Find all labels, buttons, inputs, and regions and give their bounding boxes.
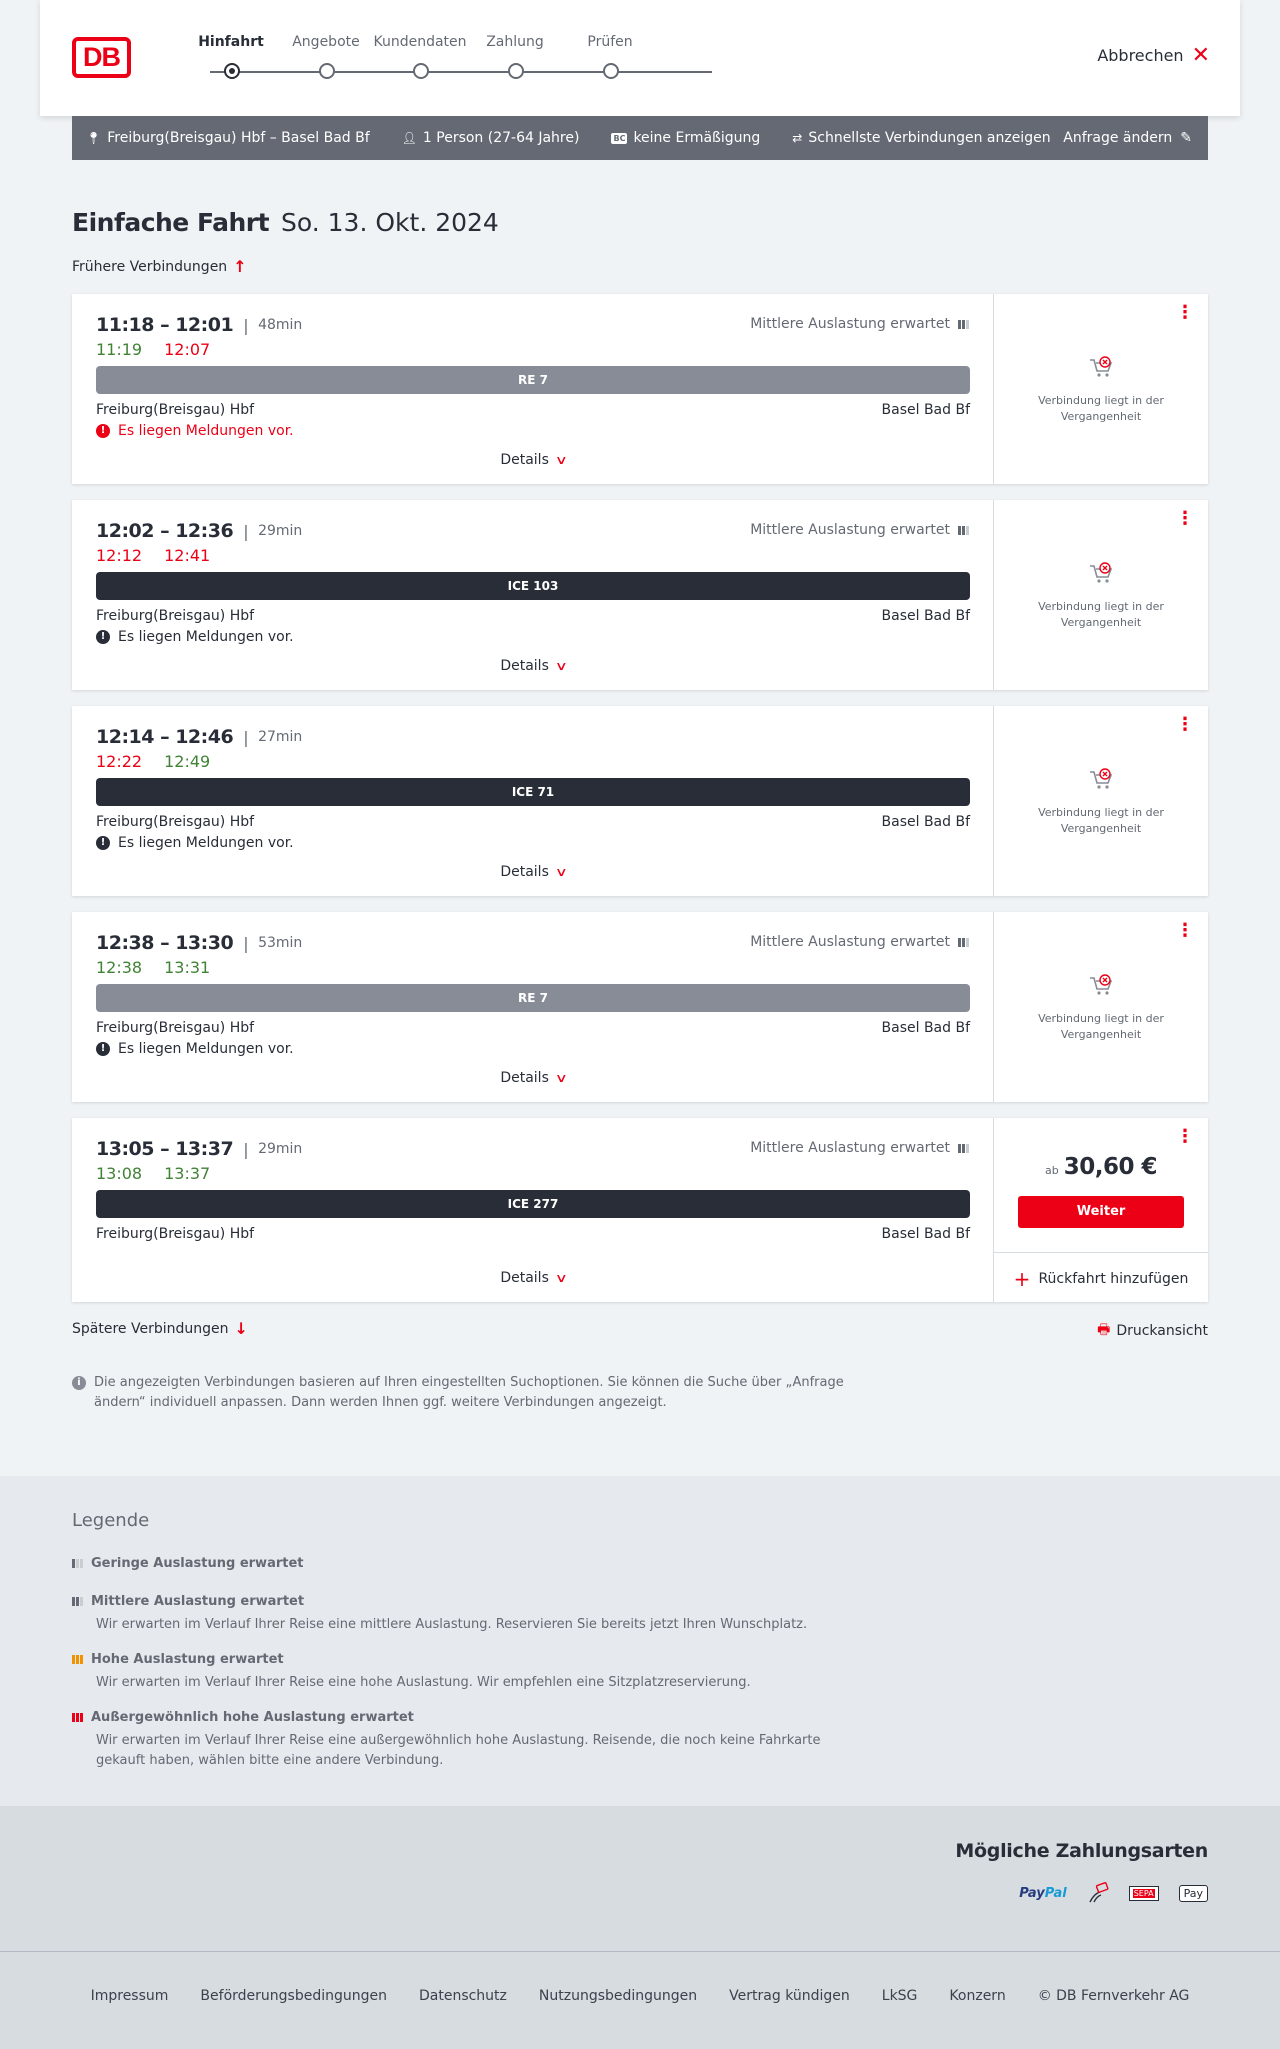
- realtime-times: [96, 958, 210, 977]
- logo-text: DB: [83, 42, 120, 72]
- occupancy-text: Mittlere Auslastung erwartet: [750, 522, 950, 538]
- more-options-icon[interactable]: ⋮: [1176, 1126, 1194, 1147]
- page-title: [72, 208, 499, 237]
- duration: 29min: [258, 523, 303, 539]
- progress-steps: [170, 0, 690, 116]
- footer-link-konzern[interactable]: Konzern: [949, 1988, 1006, 2004]
- edit-request-button[interactable]: [1063, 130, 1192, 146]
- destination-station: Basel Bad Bf: [881, 608, 970, 624]
- origin-station: Freiburg(Breisgau) Hbf: [96, 814, 255, 830]
- fastest-toggle[interactable]: [792, 130, 1050, 146]
- realtime-departure: 12:12: [96, 546, 143, 565]
- notice-text: Es liegen Meldungen vor.: [118, 835, 294, 851]
- sepa-label: SEPA: [1133, 1888, 1154, 1898]
- notice: [96, 835, 294, 851]
- duration: 27min: [258, 729, 303, 745]
- occupancy-high-icon: [72, 1655, 83, 1664]
- pencil-icon: ✎: [1180, 130, 1192, 146]
- legend-item-extreme: [72, 1710, 852, 1771]
- print-view-link[interactable]: [1097, 1319, 1208, 1343]
- realtime-arrival: 12:49: [164, 752, 211, 771]
- past-notice: [994, 972, 1208, 1043]
- occupancy-info: [750, 934, 969, 950]
- trip-type: Einfache Fahrt: [72, 208, 270, 237]
- past-text: Verbindung liegt in der Vergangenheit: [1038, 600, 1164, 629]
- step-dot: [413, 63, 429, 79]
- more-options-icon[interactable]: ⋮: [1176, 508, 1194, 529]
- apple-pay-icon: [1179, 1885, 1208, 1902]
- step-dot: [224, 63, 240, 79]
- connection-info: [72, 912, 994, 1102]
- offer-panel: [994, 1118, 1208, 1302]
- more-options-icon[interactable]: ⋮: [1176, 920, 1194, 941]
- payment-icons: [1019, 1882, 1208, 1904]
- realtime-departure: 12:22: [96, 752, 143, 771]
- more-options-icon[interactable]: ⋮: [1176, 302, 1194, 323]
- sepa-icon: [1129, 1886, 1159, 1901]
- header: [40, 0, 1240, 116]
- step-label: Hinfahrt: [198, 34, 264, 50]
- more-options-icon[interactable]: ⋮: [1176, 714, 1194, 735]
- step-dot: [603, 63, 619, 79]
- legend-item-high: [72, 1652, 751, 1693]
- discount-summary: [611, 130, 760, 146]
- schedule-times: 11:18 – 12:01: [96, 314, 234, 336]
- details-toggle[interactable]: [72, 452, 994, 468]
- stations: [96, 1020, 970, 1036]
- origin-station: Freiburg(Breisgau) Hbf: [96, 402, 255, 418]
- trip-date: So. 13. Okt. 2024: [281, 208, 499, 237]
- details-toggle[interactable]: [72, 658, 994, 674]
- realtime-departure: 12:38: [96, 958, 143, 977]
- train-bar[interactable]: ICE 277: [96, 1190, 970, 1218]
- separator: |: [243, 521, 249, 541]
- footer-links: [0, 1988, 1280, 2004]
- legend-item-title: Geringe Auslastung erwartet: [91, 1556, 304, 1571]
- schedule-times: 12:14 – 12:46: [96, 726, 234, 748]
- chevron-down-icon: ∨: [554, 865, 568, 879]
- legend-item-title: Hohe Auslastung erwartet: [91, 1652, 284, 1667]
- realtime-arrival: 13:37: [164, 1164, 211, 1183]
- realtime-arrival: 12:07: [164, 340, 211, 359]
- print-label: Druckansicht: [1116, 1323, 1208, 1339]
- occupancy-low-icon: [72, 1559, 83, 1568]
- connection-card: [72, 294, 1208, 484]
- realtime-times: [96, 340, 210, 359]
- legend-title: Legende: [72, 1510, 150, 1531]
- cancel-label: Abbrechen: [1097, 46, 1184, 65]
- offer-panel: [994, 912, 1208, 1102]
- legend-item-desc: Wir erwarten im Verlauf Ihrer Reise eine mittlere Auslastung. Reservieren Sie bereits jetzt Ihren Wunschplatz.: [96, 1617, 808, 1632]
- price-prefix: ab: [1044, 1164, 1059, 1177]
- details-toggle[interactable]: [72, 1070, 994, 1086]
- alert-icon: !: [96, 836, 110, 850]
- train-bar[interactable]: RE 7: [96, 366, 970, 394]
- price: [994, 1154, 1208, 1180]
- connection-card: [72, 1118, 1208, 1302]
- occupancy-info: [750, 1140, 969, 1156]
- cart-disabled-icon: [1088, 766, 1114, 792]
- chevron-down-icon: ∨: [554, 659, 568, 673]
- stations: [96, 608, 970, 624]
- payment-title: Mögliche Zahlungsarten: [955, 1840, 1208, 1862]
- connection-info: [72, 1118, 994, 1302]
- notice-text: Es liegen Meldungen vor.: [118, 423, 294, 439]
- earlier-connections-link[interactable]: [72, 257, 247, 276]
- separator: |: [243, 1139, 249, 1159]
- close-icon: ✕: [1191, 42, 1210, 68]
- stations: [96, 1226, 970, 1242]
- train-bar[interactable]: ICE 71: [96, 778, 970, 806]
- fastest-text: Schnellste Verbindungen anzeigen: [808, 130, 1051, 146]
- connection-card: [72, 706, 1208, 896]
- connection-card: [72, 912, 1208, 1102]
- footer-link-befoerderungsbedingungen[interactable]: Beförderungsbedingungen: [200, 1988, 387, 2004]
- location-pin-icon: 📍︎: [86, 131, 102, 145]
- chevron-down-icon: ∨: [554, 1071, 568, 1085]
- details-label: Details: [500, 452, 549, 468]
- cart-disabled-icon: [1088, 560, 1114, 586]
- past-notice: [994, 560, 1208, 631]
- footer-link-nutzungsbedingungen[interactable]: Nutzungsbedingungen: [538, 1988, 698, 2004]
- footer-link-datenschutz[interactable]: Datenschutz: [418, 1988, 507, 2004]
- details-label: Details: [500, 658, 549, 674]
- step-dot: [319, 63, 335, 79]
- persons-summary: [402, 130, 580, 146]
- occupancy-text: Mittlere Auslastung erwartet: [750, 934, 950, 950]
- schedule-times: 12:02 – 12:36: [96, 520, 234, 542]
- alert-icon: !: [96, 1042, 110, 1056]
- earlier-label: Frühere Verbindungen: [72, 258, 228, 275]
- info-icon: i: [72, 1376, 86, 1390]
- past-notice: [994, 766, 1208, 837]
- notice: [96, 629, 294, 645]
- footer-link-lksg[interactable]: LkSG: [881, 1988, 918, 2004]
- train-bar[interactable]: ICE 103: [96, 572, 970, 600]
- chevron-down-icon: ∨: [554, 1271, 568, 1285]
- occupancy-text: Mittlere Auslastung erwartet: [750, 316, 950, 332]
- realtime-times: [96, 752, 210, 771]
- legend-section: [0, 1476, 1280, 1806]
- occupancy-medium-icon: [958, 526, 969, 535]
- step-label: Prüfen: [587, 34, 633, 50]
- arrow-up-icon: ↑: [233, 257, 247, 276]
- swap-arrows-icon: ⇄: [792, 131, 803, 145]
- bahncard-icon: BC: [613, 133, 626, 143]
- edit-label: Anfrage ändern: [1063, 130, 1173, 146]
- route-summary: [86, 130, 370, 146]
- legend-item-title: Außergewöhnlich hohe Auslastung erwartet: [91, 1710, 414, 1725]
- separator: |: [243, 933, 249, 953]
- connection-times: [96, 932, 302, 954]
- details-toggle[interactable]: [72, 864, 994, 880]
- step-label: Kundendaten: [373, 34, 467, 50]
- connection-times: [96, 314, 302, 336]
- paypal-pal: Pal: [1044, 1885, 1067, 1901]
- past-text: Verbindung liegt in der Vergangenheit: [1038, 1012, 1164, 1041]
- details-label: Details: [500, 1070, 549, 1086]
- connection-times: [96, 520, 302, 542]
- legend-item-low: [72, 1556, 304, 1571]
- duration: 53min: [258, 935, 303, 951]
- apple-pay-label: Pay: [1183, 1886, 1203, 1900]
- offer-panel: [994, 500, 1208, 690]
- printer-icon: 🖶︎: [1097, 1322, 1111, 1338]
- offer-panel: [994, 706, 1208, 896]
- chevron-down-icon: ∨: [554, 453, 568, 467]
- stations: [96, 814, 970, 830]
- realtime-arrival: 13:31: [164, 958, 211, 977]
- schedule-times: 12:38 – 13:30: [96, 932, 234, 954]
- past-text: Verbindung liegt in der Vergangenheit: [1038, 806, 1164, 835]
- alert-icon: !: [96, 630, 110, 644]
- origin-station: Freiburg(Breisgau) Hbf: [96, 1226, 255, 1242]
- search-info-note: [72, 1373, 852, 1413]
- details-label: Details: [500, 1270, 549, 1286]
- connection-times: [96, 1138, 302, 1160]
- paypal-pay: Pay: [1019, 1885, 1045, 1901]
- notice: [96, 423, 294, 439]
- details-toggle[interactable]: [72, 1270, 994, 1286]
- later-label: Spätere Verbindungen: [72, 1320, 229, 1337]
- separator: |: [243, 315, 249, 335]
- realtime-departure: 11:19: [96, 340, 143, 359]
- add-return-button[interactable]: [994, 1252, 1208, 1304]
- persons-text: 1 Person (27-64 Jahre): [422, 130, 580, 146]
- price-value: 30,60 €: [1063, 1154, 1158, 1180]
- cart-disabled-icon: [1088, 972, 1114, 998]
- duration: 29min: [258, 1141, 303, 1157]
- connection-card: [72, 500, 1208, 690]
- step-label: Angebote: [292, 34, 360, 50]
- realtime-departure: 13:08: [96, 1164, 143, 1183]
- occupancy-medium-icon: [958, 1144, 969, 1153]
- destination-station: Basel Bad Bf: [881, 1226, 970, 1242]
- later-connections-link[interactable]: [72, 1319, 248, 1338]
- offer-panel: [994, 294, 1208, 484]
- step-label: Zahlung: [486, 34, 544, 50]
- cancel-button[interactable]: [1097, 42, 1210, 68]
- occupancy-text: Mittlere Auslastung erwartet: [750, 1140, 950, 1156]
- occupancy-info: [750, 316, 969, 332]
- realtime-arrival: 12:41: [164, 546, 211, 565]
- realtime-times: [96, 546, 210, 565]
- duration: 48min: [258, 317, 303, 333]
- destination-station: Basel Bad Bf: [881, 402, 970, 418]
- realtime-times: [96, 1164, 210, 1183]
- person-icon: 👤︎: [401, 131, 417, 145]
- legend-item-title: Mittlere Auslastung erwartet: [91, 1594, 305, 1609]
- continue-button[interactable]: Weiter: [1018, 1196, 1184, 1228]
- footer: [0, 1952, 1280, 2049]
- db-logo[interactable]: [72, 37, 131, 78]
- info-text: Die angezeigten Verbindungen basieren auf Ihren eingestellten Suchoptionen. Sie können die Suche über „Anfrage ändern“ individuell anpassen. Dann werden Ihnen ggf. weitere Verbindungen angezeigt.: [94, 1375, 844, 1410]
- details-label: Details: [500, 864, 549, 880]
- connection-info: [72, 500, 994, 690]
- origin-station: Freiburg(Breisgau) Hbf: [96, 1020, 255, 1036]
- destination-station: Basel Bad Bf: [881, 814, 970, 830]
- notice-text: Es liegen Meldungen vor.: [118, 1041, 294, 1057]
- progress-line: [210, 71, 712, 73]
- search-summary-bar: [72, 116, 1208, 160]
- arrow-down-icon: ↓: [234, 1319, 248, 1338]
- occupancy-extreme-icon: [72, 1713, 83, 1722]
- past-text: Verbindung liegt in der Vergangenheit: [1038, 394, 1164, 423]
- separator: |: [243, 727, 249, 747]
- occupancy-info: [750, 522, 969, 538]
- footer-link-impressum[interactable]: Impressum: [90, 1988, 169, 2004]
- connection-times: [96, 726, 302, 748]
- step-pruefen: [550, 34, 670, 54]
- footer-copyright: © DB Fernverkehr AG: [1037, 1988, 1190, 2004]
- legend-item-desc: Wir erwarten im Verlauf Ihrer Reise eine hohe Auslastung. Wir empfehlen eine Sitzplatzreservierung.: [96, 1675, 751, 1690]
- notice-text: Es liegen Meldungen vor.: [118, 629, 294, 645]
- legend-item-medium: [72, 1594, 807, 1635]
- cart-disabled-icon: [1088, 354, 1114, 380]
- occupancy-medium-icon: [958, 320, 969, 329]
- route-text: Freiburg(Breisgau) Hbf – Basel Bad Bf: [107, 130, 370, 146]
- schedule-times: 13:05 – 13:37: [96, 1138, 234, 1160]
- paypal-icon: [1019, 1886, 1066, 1901]
- past-notice: [994, 354, 1208, 425]
- connection-info: [72, 294, 994, 484]
- discount-text: keine Ermäßigung: [633, 130, 761, 146]
- stations: [96, 402, 970, 418]
- origin-station: Freiburg(Breisgau) Hbf: [96, 608, 255, 624]
- connection-info: [72, 706, 994, 896]
- occupancy-medium-icon: [72, 1597, 83, 1606]
- footer-link-vertrag-kuendigen[interactable]: Vertrag kündigen: [729, 1988, 850, 2004]
- credit-card-hand-icon: [1087, 1882, 1109, 1904]
- step-dot: [508, 63, 524, 79]
- payment-methods-section: [0, 1806, 1280, 1952]
- occupancy-medium-icon: [958, 938, 969, 947]
- destination-station: Basel Bad Bf: [881, 1020, 970, 1036]
- notice: [96, 1041, 294, 1057]
- alert-icon: !: [96, 424, 110, 438]
- add-return-label: Rückfahrt hinzufügen: [1038, 1270, 1189, 1287]
- legend-item-desc: Wir erwarten im Verlauf Ihrer Reise eine außergewöhnlich hohe Auslastung. Reisende, die noch keine Fahrkarte gekauft haben, wählen bitte eine andere Verbindung.: [96, 1733, 821, 1768]
- plus-icon: +: [1013, 1266, 1031, 1291]
- train-bar[interactable]: RE 7: [96, 984, 970, 1012]
